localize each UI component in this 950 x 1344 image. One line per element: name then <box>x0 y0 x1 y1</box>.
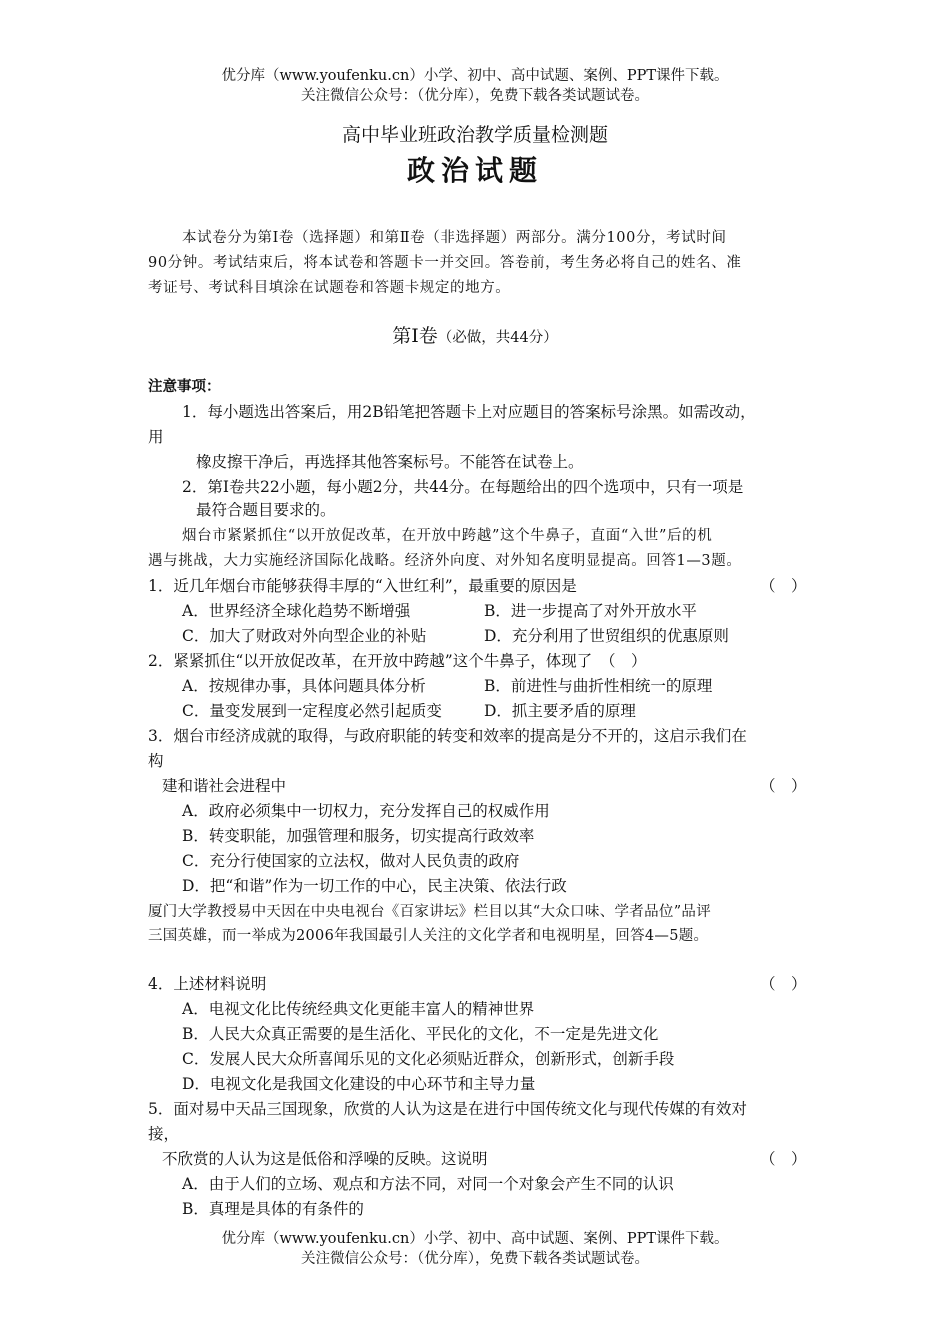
exam-title: 政治试题 <box>406 154 543 187</box>
q1-option-a: A．世界经济全球化趋势不断增强 <box>182 602 411 620</box>
footer-line-1: 优分库（www.youfenku.cn）小学、初中、高中试题、案例、PPT课件下载。 <box>221 1231 729 1247</box>
notice-item-2-line-1: 2．第Ⅰ卷共22小题，每小题2分，共44分。在每题给出的四个选项中，只有一项是 <box>182 478 744 496</box>
passage-1-line-2: 遇与挑战，大力实施经济国际化战略。经济外向度、对外知名度明显提高。回答1—3题。 <box>148 553 742 569</box>
q3-answer-paren: （ ） <box>760 777 807 795</box>
section-note: （必做，共44分） <box>437 330 558 346</box>
header-line-2: 关注微信公众号：（优分库），免费下载各类试题试卷。 <box>301 88 649 104</box>
q3-option-d: D．把“和谐”作为一切工作的中心，民主决策、依法行政 <box>182 877 567 895</box>
q4-option-a: A．电视文化比传统经典文化更能丰富人的精神世界 <box>182 1000 535 1018</box>
q3-option-a: A．政府必须集中一切权力，充分发挥自己的权威作用 <box>182 802 550 820</box>
passage-1-line-1: 烟台市紧紧抓住“以开放促改革，在开放中跨越”这个牛鼻子，直面“入世”后的机 <box>182 528 713 544</box>
q4-option-d: D．电视文化是我国文化建设的中心环节和主导力量 <box>182 1075 536 1093</box>
q1-option-c: C．加大了财政对外向型企业的补贴 <box>182 627 427 645</box>
q4-stem: 4．上述材料说明 <box>148 975 267 993</box>
q3-stem-line-3: 建和谐社会进程中 <box>162 777 287 795</box>
notice-heading: 注意事项： <box>148 379 221 395</box>
q2-stem: 2．紧紧抓住“以开放促改革，在开放中跨越”这个牛鼻子，体现了 （ ） <box>148 652 647 670</box>
notice-item-2-line-2: 最符合题目要求的。 <box>196 501 336 519</box>
intro-line-1: 本试卷分为第Ⅰ卷（选择题）和第Ⅱ卷（非选择题）两部分。满分100分，考试时间 <box>182 230 727 246</box>
q1-option-b: B．进一步提高了对外开放水平 <box>484 602 697 620</box>
q5-option-b: B．真理是具体的有条件的 <box>182 1200 364 1218</box>
notice-item-1-line-3: 橡皮擦干净后，再选择其他答案标号。不能答在试卷上。 <box>196 453 584 471</box>
q4-option-b: B．人民大众真正需要的是生活化、平民化的文化，不一定是先进文化 <box>182 1025 659 1043</box>
q3-option-b: B．转变职能，加强管理和服务，切实提高行政效率 <box>182 827 535 845</box>
q3-stem-line-2: 构 <box>148 752 164 770</box>
passage-2-line-2: 三国英雄，而一举成为2006年我国最引人关注的文化学者和电视明星，回答4—5题。 <box>148 928 709 944</box>
header-line-1: 优分库（www.youfenku.cn）小学、初中、高中试题、案例、PPT课件下载。 <box>221 68 729 84</box>
q2-option-d: D．抓主要矛盾的原理 <box>484 702 636 720</box>
q3-option-c: C．充分行使国家的立法权，做对人民负责的政府 <box>182 852 520 870</box>
q5-stem-line-3: 不欣赏的人认为这是低俗和浮噪的反映。这说明 <box>162 1150 488 1168</box>
section-title: 第Ⅰ卷 <box>392 325 438 347</box>
notice-item-1-line-1: 1．每小题选出答案后，用2B铅笔把答题卡上对应题目的答案标号涂黑。如需改动， <box>182 403 756 421</box>
q4-answer-paren: （ ） <box>760 975 807 993</box>
q3-stem-line-1: 3．烟台市经济成就的取得，与政府职能的转变和效率的提高是分不开的，这启示我们在 <box>148 727 747 745</box>
q5-answer-paren: （ ） <box>760 1150 807 1168</box>
q1-answer-paren: （ ） <box>760 577 807 595</box>
q2-option-b: B．前进性与曲折性相统一的原理 <box>484 677 713 695</box>
passage-2-line-1: 厦门大学教授易中天因在中央电视台《百家讲坛》栏目以其“大众口味、学者品位”品评 <box>148 904 712 920</box>
intro-line-2: 90分钟。考试结束后，将本试卷和答题卡一并交回。答卷前，考生务必将自己的姓名、准 <box>148 255 742 271</box>
notice-item-1-line-2: 用 <box>148 428 164 446</box>
q4-option-c: C．发展人民大众所喜闻乐见的文化必须贴近群众，创新形式，创新手段 <box>182 1050 675 1068</box>
q1-stem: 1．近几年烟台市能够获得丰厚的“入世红利”，最重要的原因是 <box>148 577 577 595</box>
intro-line-3: 考证号、考试科目填涂在试题卷和答题卡规定的地方。 <box>148 280 511 296</box>
q5-stem-line-1: 5．面对易中天品三国现象，欣赏的人认为这是在进行中国传统文化与现代传媒的有效对 <box>148 1100 747 1118</box>
q1-option-d: D．充分利用了世贸组织的优惠原则 <box>484 627 729 645</box>
q2-option-c: C．量变发展到一定程度必然引起质变 <box>182 702 442 720</box>
q5-stem-line-2: 接， <box>148 1125 180 1143</box>
q2-option-a: A．按规律办事，具体问题具体分析 <box>182 677 426 695</box>
section-heading <box>0 326 950 348</box>
exam-subtitle: 高中毕业班政治教学质量检测题 <box>341 124 608 146</box>
footer-line-2: 关注微信公众号：（优分库），免费下载各类试题试卷。 <box>301 1251 649 1267</box>
q5-option-a: A．由于人们的立场、观点和方法不同，对同一个对象会产生不同的认识 <box>182 1175 674 1193</box>
